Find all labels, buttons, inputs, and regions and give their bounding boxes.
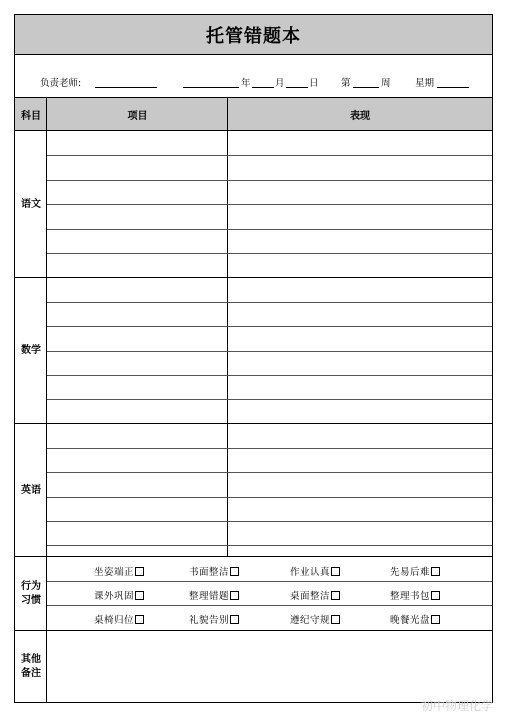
notes-label-line2: 备注 [21, 668, 41, 679]
row-divider [47, 545, 492, 546]
behavior-option[interactable]: 坐姿端正 [94, 564, 144, 578]
row-divider [47, 605, 492, 606]
weekday-label: 星期 [415, 78, 435, 89]
row-divider [47, 448, 492, 449]
checkbox-icon[interactable] [431, 567, 440, 576]
behavior-option[interactable]: 晚餐光盘 [390, 612, 440, 626]
behavior-label-line2: 习惯 [21, 594, 41, 606]
section-divider [15, 277, 492, 278]
section-divider [15, 556, 492, 557]
weekday-blank[interactable] [437, 87, 469, 88]
week-suffix-label: 周 [381, 78, 391, 89]
row-divider [47, 229, 492, 230]
day-blank[interactable] [286, 87, 308, 88]
header-item: 项目 [47, 98, 228, 131]
row-divider [47, 521, 492, 522]
info-row [15, 55, 492, 98]
behavior-option[interactable]: 桌面整洁 [290, 588, 340, 602]
checkbox-icon[interactable] [331, 615, 340, 624]
row-divider [47, 326, 492, 327]
checkbox-icon[interactable] [331, 567, 340, 576]
notes-label-line1: 其他 [21, 654, 41, 665]
day-label: 日 [309, 78, 319, 89]
row-divider [47, 497, 492, 498]
behavior-option[interactable]: 整理书包 [390, 588, 440, 602]
checkbox-icon[interactable] [230, 615, 239, 624]
checkbox-icon[interactable] [135, 615, 144, 624]
week-prefix-label: 第 [341, 78, 351, 89]
teacher-label: 负责老师: [40, 78, 82, 89]
behavior-option[interactable]: 先易后难 [390, 564, 440, 578]
column-divider-item [227, 98, 228, 557]
checkbox-icon[interactable] [331, 591, 340, 600]
subject-chinese: 语文 [21, 198, 41, 210]
week-blank[interactable] [353, 87, 379, 88]
checkbox-icon[interactable] [230, 567, 239, 576]
checkbox-icon[interactable] [135, 567, 144, 576]
year-blank[interactable] [183, 87, 239, 88]
behavior-label [15, 557, 47, 630]
behavior-option[interactable]: 书面整洁 [189, 564, 239, 578]
year-label: 年 [241, 78, 251, 89]
row-divider [47, 351, 492, 352]
row-divider [47, 302, 492, 303]
checkbox-icon[interactable] [431, 615, 440, 624]
row-divider [47, 253, 492, 254]
behavior-option[interactable]: 桌椅归位 [94, 612, 144, 626]
checkbox-icon[interactable] [135, 591, 144, 600]
teacher-blank[interactable] [95, 87, 157, 88]
behavior-option[interactable]: 遵纪守规 [290, 612, 340, 626]
section-divider [15, 423, 492, 424]
header-subject: 科目 [15, 98, 47, 131]
row-divider [47, 155, 492, 156]
row-divider [47, 375, 492, 376]
behavior-option[interactable]: 礼貌告别 [189, 612, 239, 626]
month-blank[interactable] [252, 87, 274, 88]
checkbox-icon[interactable] [431, 591, 440, 600]
behavior-option[interactable]: 整理错题 [189, 588, 239, 602]
behavior-option[interactable]: 课外巩固 [94, 588, 144, 602]
checkbox-icon[interactable] [230, 591, 239, 600]
row-divider [47, 180, 492, 181]
row-divider [47, 472, 492, 473]
subject-math: 数学 [21, 345, 41, 356]
worksheet [14, 14, 493, 703]
behavior-option[interactable]: 作业认真 [290, 564, 340, 578]
row-divider [47, 204, 492, 205]
behavior-label-line1: 行为 [21, 580, 41, 592]
notes-field[interactable] [47, 631, 492, 703]
row-divider [47, 399, 492, 400]
page-title: 托管错题本 [15, 15, 492, 55]
month-label: 月 [275, 78, 285, 89]
subject-english: 英语 [21, 484, 41, 496]
notes-label [15, 631, 47, 703]
row-divider [47, 581, 492, 582]
header-performance: 表现 [228, 98, 492, 131]
watermark: 初中物理化学 [421, 699, 494, 713]
